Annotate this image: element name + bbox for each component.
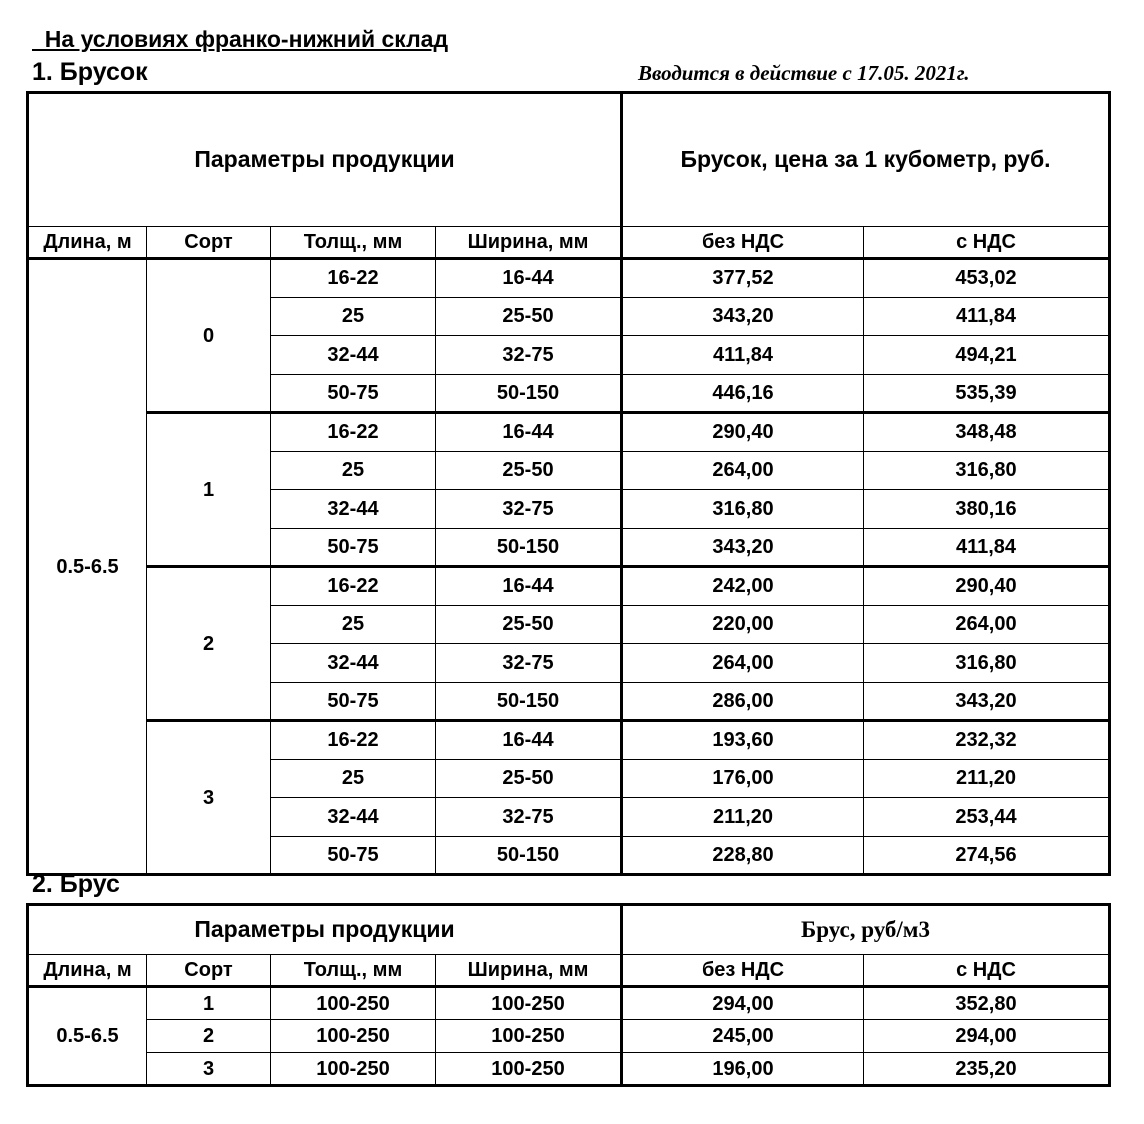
thickness-cell: 16-22 xyxy=(271,259,436,298)
price-no-vat-cell: 193,60 xyxy=(622,721,864,760)
grade-cell: 1 xyxy=(147,987,271,1020)
width-cell: 32-75 xyxy=(436,644,622,683)
width-cell: 100-250 xyxy=(436,1020,622,1053)
thickness-cell: 16-22 xyxy=(271,721,436,760)
price-vat-cell: 494,21 xyxy=(864,336,1110,375)
width-cell: 50-150 xyxy=(436,374,622,413)
length-cell: 0.5-6.5 xyxy=(28,987,147,1086)
table-row xyxy=(28,413,1110,452)
col-grade: Сорт xyxy=(147,227,271,259)
price-no-vat-cell: 316,80 xyxy=(622,490,864,529)
price-no-vat-cell: 211,20 xyxy=(622,798,864,837)
price-vat-cell: 352,80 xyxy=(864,987,1110,1020)
thickness-cell: 50-75 xyxy=(271,836,436,875)
thickness-cell: 16-22 xyxy=(271,413,436,452)
width-cell: 16-44 xyxy=(436,413,622,452)
price-no-vat-cell: 294,00 xyxy=(622,987,864,1020)
length-cell: 0.5-6.5 xyxy=(28,259,147,875)
price-vat-cell: 453,02 xyxy=(864,259,1110,298)
thickness-cell: 25 xyxy=(271,297,436,336)
width-cell: 100-250 xyxy=(436,1053,622,1086)
price-no-vat-cell: 446,16 xyxy=(622,374,864,413)
grade-cell: 3 xyxy=(147,1053,271,1086)
table-row xyxy=(28,259,1110,298)
price-no-vat-cell: 377,52 xyxy=(622,259,864,298)
price-no-vat-cell: 242,00 xyxy=(622,567,864,606)
grade-cell: 1 xyxy=(147,413,271,567)
col-thickness: Толщ., мм xyxy=(271,955,436,987)
thickness-cell: 32-44 xyxy=(271,644,436,683)
delivery-terms-heading: На условиях франко-нижний склад xyxy=(32,26,449,52)
col-price-no-vat: без НДС xyxy=(622,227,864,259)
table-row xyxy=(28,721,1110,760)
col-price-vat: с НДС xyxy=(864,227,1110,259)
width-cell: 100-250 xyxy=(436,987,622,1020)
section-1-title: 1. Брусок xyxy=(32,58,148,86)
price-vat-cell: 274,56 xyxy=(864,836,1110,875)
price-vat-cell: 411,84 xyxy=(864,528,1110,567)
thickness-cell: 50-75 xyxy=(271,374,436,413)
table-row xyxy=(28,567,1110,606)
thickness-cell: 50-75 xyxy=(271,682,436,721)
price-no-vat-cell: 228,80 xyxy=(622,836,864,875)
grade-cell: 0 xyxy=(147,259,271,413)
width-cell: 50-150 xyxy=(436,682,622,721)
col-price-vat: с НДС xyxy=(864,955,1110,987)
price-vat-cell: 343,20 xyxy=(864,682,1110,721)
width-cell: 16-44 xyxy=(436,721,622,760)
price-no-vat-cell: 286,00 xyxy=(622,682,864,721)
col-price-no-vat: без НДС xyxy=(622,955,864,987)
price-no-vat-cell: 264,00 xyxy=(622,644,864,683)
thickness-cell: 32-44 xyxy=(271,798,436,837)
col-width: Ширина, мм xyxy=(436,955,622,987)
price-vat-cell: 316,80 xyxy=(864,644,1110,683)
price-no-vat-cell: 176,00 xyxy=(622,759,864,798)
section-2-title: 2. Брус xyxy=(32,870,120,898)
thickness-cell: 16-22 xyxy=(271,567,436,606)
width-cell: 32-75 xyxy=(436,336,622,375)
thickness-cell: 25 xyxy=(271,605,436,644)
col-length: Длина, м xyxy=(28,227,147,259)
grade-cell: 3 xyxy=(147,721,271,875)
price-vat-cell: 264,00 xyxy=(864,605,1110,644)
price-no-vat-cell: 343,20 xyxy=(622,297,864,336)
width-cell: 50-150 xyxy=(436,528,622,567)
params-header: Параметры продукции xyxy=(28,93,622,227)
thickness-cell: 32-44 xyxy=(271,490,436,529)
price-vat-cell: 348,48 xyxy=(864,413,1110,452)
thickness-cell: 100-250 xyxy=(271,987,436,1020)
price-header: Брусок, цена за 1 кубометр, руб. xyxy=(622,93,1110,227)
effective-date-note: Вводится в действие с 17.05. 2021г. xyxy=(638,61,970,85)
price-vat-cell: 380,16 xyxy=(864,490,1110,529)
thickness-cell: 100-250 xyxy=(271,1020,436,1053)
width-cell: 16-44 xyxy=(436,259,622,298)
thickness-cell: 25 xyxy=(271,451,436,490)
price-no-vat-cell: 220,00 xyxy=(622,605,864,644)
price-no-vat-cell: 343,20 xyxy=(622,528,864,567)
price-vat-cell: 535,39 xyxy=(864,374,1110,413)
table-row xyxy=(28,987,1110,1020)
width-cell: 32-75 xyxy=(436,798,622,837)
price-header: Брус, руб/м3 xyxy=(622,905,1110,955)
params-header: Параметры продукции xyxy=(28,905,622,955)
grade-cell: 2 xyxy=(147,567,271,721)
thickness-cell: 100-250 xyxy=(271,1053,436,1086)
price-no-vat-cell: 290,40 xyxy=(622,413,864,452)
price-no-vat-cell: 196,00 xyxy=(622,1053,864,1086)
width-cell: 25-50 xyxy=(436,451,622,490)
thickness-cell: 32-44 xyxy=(271,336,436,375)
col-thickness: Толщ., мм xyxy=(271,227,436,259)
width-cell: 16-44 xyxy=(436,567,622,606)
thickness-cell: 25 xyxy=(271,759,436,798)
width-cell: 50-150 xyxy=(436,836,622,875)
width-cell: 25-50 xyxy=(436,297,622,336)
col-length: Длина, м xyxy=(28,955,147,987)
table-row xyxy=(28,1053,1110,1086)
price-table-brus xyxy=(26,903,1111,1087)
thickness-cell: 50-75 xyxy=(271,528,436,567)
col-grade: Сорт xyxy=(147,955,271,987)
price-vat-cell: 294,00 xyxy=(864,1020,1110,1053)
width-cell: 25-50 xyxy=(436,605,622,644)
price-no-vat-cell: 264,00 xyxy=(622,451,864,490)
width-cell: 25-50 xyxy=(436,759,622,798)
price-vat-cell: 316,80 xyxy=(864,451,1110,490)
price-vat-cell: 253,44 xyxy=(864,798,1110,837)
grade-cell: 2 xyxy=(147,1020,271,1053)
price-vat-cell: 411,84 xyxy=(864,297,1110,336)
width-cell: 32-75 xyxy=(436,490,622,529)
table-row xyxy=(28,1020,1110,1053)
price-no-vat-cell: 411,84 xyxy=(622,336,864,375)
price-vat-cell: 211,20 xyxy=(864,759,1110,798)
price-no-vat-cell: 245,00 xyxy=(622,1020,864,1053)
price-table-brusok xyxy=(26,91,1111,876)
price-vat-cell: 235,20 xyxy=(864,1053,1110,1086)
price-vat-cell: 290,40 xyxy=(864,567,1110,606)
price-vat-cell: 232,32 xyxy=(864,721,1110,760)
col-width: Ширина, мм xyxy=(436,227,622,259)
